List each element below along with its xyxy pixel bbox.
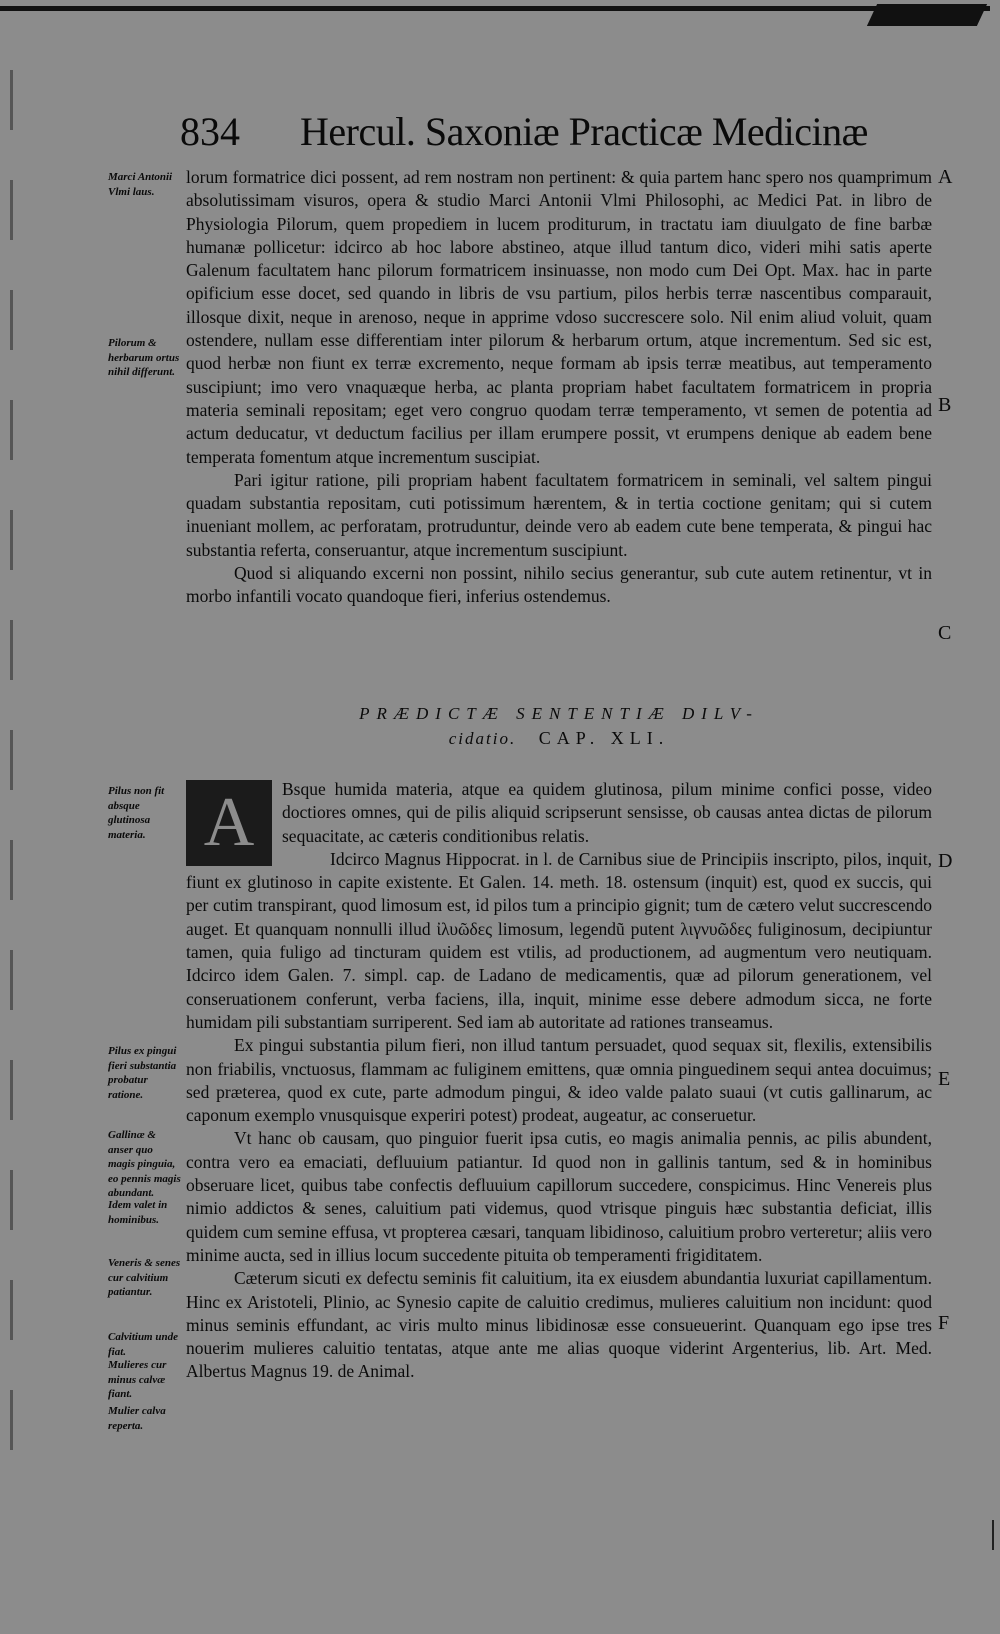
right-edge-mark [992, 1520, 994, 1550]
margin-note: Pilus non fit absque glutinosa materia. [108, 785, 165, 841]
margin-note: Mulieres cur minus calvæ fiant. [108, 1359, 167, 1400]
running-title: Hercul. Saxoniæ Practicæ Medicinæ [300, 109, 868, 154]
paragraph: Idcirco Magnus Hippocrat. in l. de Carnibus siue de Principiis inscripto, pilos, inquit, fiunt ex glutinoso in capite existente. Et Galen. 14. meth. 18. ostensum (inquit) est, quod ex succis, qui per cutim transpirant, quod limosum est, id pilos tum a principio gignit; tum de cætero velut succrescendo auget. Et quanquam nonnulli illud ἰλυῶδες limosum, legendũ putent λιγνυῶδες fuliginosum, decipiuntur tamen, quia fuligo ad tincturam quidem est vtilis, ad productionem, ad augmentum vero neutiquam. Idcirco idem Galen. 7. simpl. cap. de Ladano de medicamentis, quæ ad pilorum generationem, vel conseruationem conferunt, verba faciens, illa, inquit, minime esse debere admodum sicca, ne forte humidam pili substantiam surriperent. Sed iam ab autoritate ad rationes transeamus. [186, 848, 932, 1032]
drop-cap: A [186, 780, 272, 866]
page-header [180, 108, 900, 156]
paragraph: Cæterum sicuti ex defectu seminis fit caluitium, ita ex eiusdem abundantia luxuriat capillamentum. Hinc ex Aristoteli, Plinio, ac Synesio capite de caluitio credimus, mulieres caluitium non incidunt: quod minus seminis effundant, ac viris multo minus libidinosæ esse consueuerint. Quanquam ego ipse tres nouerim mulieres caluitio tentatas, atque ante me alias quoque viderint Argenterius, lib. Art. Med. Albertus Magnus 19. de Animal. [186, 1268, 932, 1382]
chapter-heading [186, 702, 932, 751]
binding-gutter [10, 70, 13, 1450]
text-block-upper [186, 166, 932, 609]
column-letter-f: F [938, 1312, 950, 1334]
margin-note: Idem valet in hominibus. [108, 1199, 168, 1226]
chapter-heading-line2: cidatio. [448, 729, 517, 748]
column-letter-a: A [938, 166, 953, 188]
paragraph: Ex pingui substantia pilum fieri, non illud tantum persuadet, quod sequax sit, flexilis, extensibilis non friabilis, vnctuosus, flammam ac fuliginem emittens, quæ omnia pinguedinem sequi antea docuimus; sed præterea, quod ex cute, parte admodum pingui, & ideo valde palato suaui (vt cutis gallinarum, ac caponum exemplo vnusquisque experiri potest) prodeat, augeatur, ac conseruetur. [186, 1035, 932, 1126]
paragraph: Vt hanc ob causam, quo pinguior fuerit ipsa cutis, eo magis animalia pennis, ac pilis abundent, contra vero ea emaciati, defluuium patiantur. Id quod non in gallinis tantum, sed & in hominibus obseruare licet, quibus tabe confectis defluuium capillorum succedere, conspicimus. Hinc Venereis plus nimio addictos & senes, caluitium pati videmus, quod vtrisque pinguis hæc substantia deficiat, illis quidem cum semine effusa, vt propterea cæsari, tanquam libidinoso, caluitium probro verteretur; aliis vero minime aucta, sed in illius locum succedente pituita ob temperamenti frigiditatem. [186, 1128, 932, 1265]
page-number: 834 [180, 109, 240, 154]
text-block-lower [186, 778, 932, 1384]
margin-note: Marci Antonii Vlmi laus. [108, 171, 173, 198]
paragraph: lorum formatrice dici possent, ad rem nostram non pertinent: & quia partem hanc spero nos quamprimum absolutissimam visuros, opera & studio Marci Antonii Vlmi Philosophi, ac Medici Pat. in libro de Physiologia Pilorum, quem propediem in lucem proditurum, in tractatu iam diuulgato de fine barbæ humanæ pollicetur: idcirco ab hoc labore abstineo, atque illud tantum dico, videri mihi satis aperte Galenum facultatem hanc pilorum formatricem insinuasse, non modo cum Dei Opt. Max. hac in parte opificium esse docet, sed quando in libris de vsu partium, pilos herbis terræ nascentibus comparauit, illosque dixit, neque in arenoso, neque in apprime vdoso succrescere solo. Nil enim aliud voluit, quam ostendere, nullam esse differentiam inter pilorum & herbarum ortum, atque incrementum. Sed sic est, quod herbæ non fiunt ex terræ excremento, neque formam ab ipsis terræ meatibus, aut temperamento suscipiunt; imo vero vnaquæque herba, ac planta propriam habet facultatem formatricem in propria materia seminali repositam; eget vero congruo quodam terræ temperamento, vt semen de potentia ad actum deducatur, vt deductum facilius per illam erumpere possit, vt erumpens denique ab eadem bene temperata fomentum atque incrementum suscipiat. [186, 167, 932, 467]
margin-note: Veneris & senes cur calvitium patiantur. [108, 1257, 181, 1298]
paragraph: Quod si aliquando excerni non possint, nihilo secius generantur, sub cute autem retinentur, vt in morbo infantili vocato quandoque fieri, inferius ostendemus. [186, 563, 932, 607]
chapter-heading-line1: PRÆDICTÆ SENTENTIÆ DILV- [359, 704, 759, 723]
paragraph: Bsque humida materia, atque ea quidem glutinosa, pilum minime confici posse, video doctiores omnes, qui de pilis aliquid scripserunt sensisse, ob causas antea dictas de pilorum sequacitate, ac cæteris conditionibus relatis. [282, 779, 932, 846]
column-letter-e: E [938, 1068, 951, 1090]
column-letter-d: D [938, 850, 953, 872]
margin-note: Pilorum & herbarum ortus nihil differunt. [108, 337, 180, 378]
margin-note: Mulier calva reperta. [108, 1405, 166, 1432]
top-ink-blot [867, 4, 987, 26]
margin-note: Pilus ex pingui fieri substantia probatur ratione. [108, 1045, 177, 1101]
margin-note: Gallinæ & anser quo magis pinguia, eo pennis magis abundant. [108, 1129, 181, 1199]
top-edge-rule [0, 6, 990, 25]
column-letter-b: B [938, 394, 952, 416]
margin-note: Calvitium unde fiat. [108, 1331, 178, 1358]
paragraph: Pari igitur ratione, pili propriam habent facultatem formatricem in seminali, vel saltem pingui quadam substantia repositam, cuti potissimum hærentem, & in tertia coctione genitam; qui si cutem inueniant mollem, ac perforatam, protruduntur, deinde vero ab eadem cute bene temperata, & pingui hac substantia referta, conseruantur, atque incrementum suscipiunt. [186, 469, 932, 560]
column-letter-c: C [938, 622, 952, 644]
chapter-number: CAP. XLI. [538, 728, 670, 748]
